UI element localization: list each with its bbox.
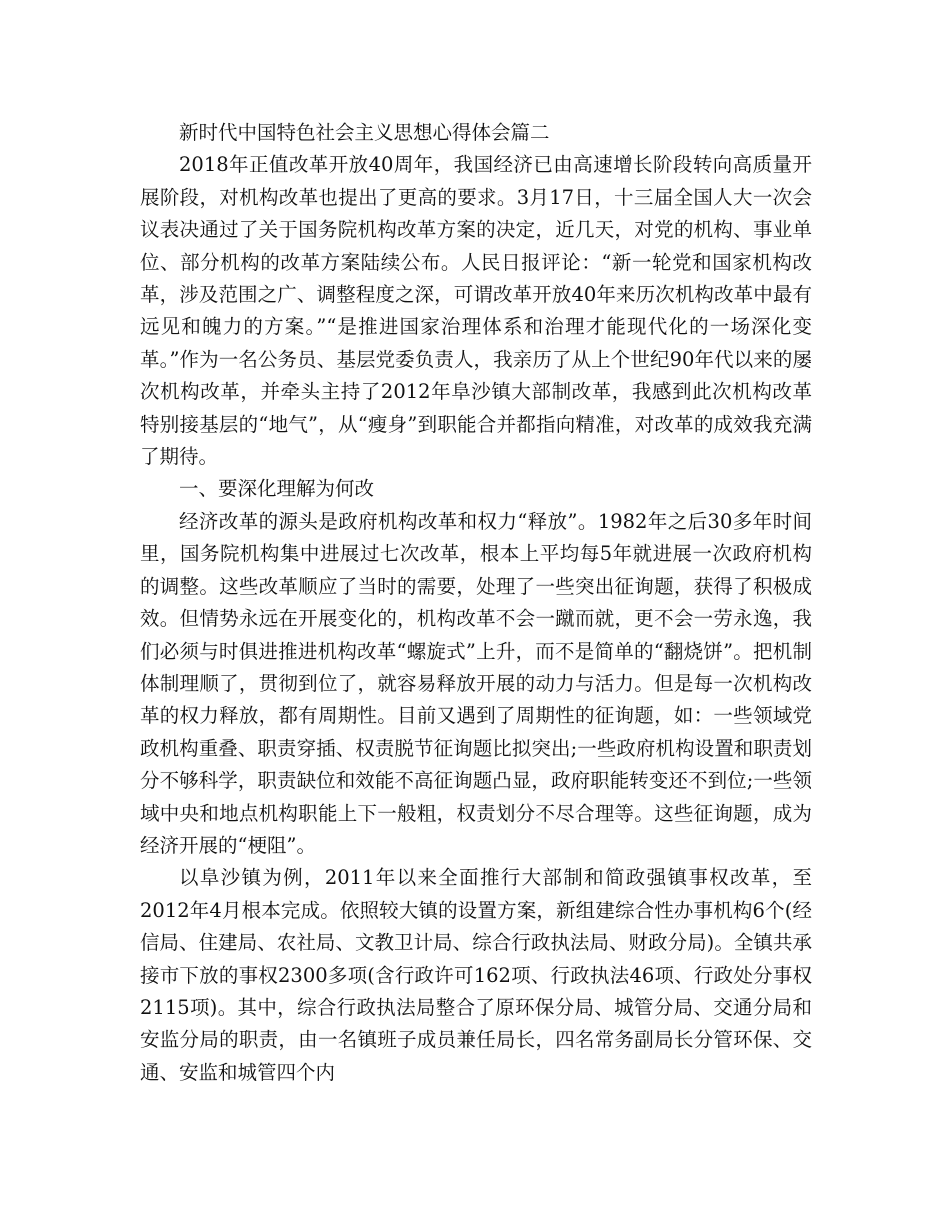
paragraph-section-2: 以阜沙镇为例，2011年以来全面推行大部制和简政强镇事权改革，至2012年4月根本完成。依照较大镇的设置方案，新组建综合性办事机构6个(经信局、住建局、农社局、文教卫计局、综合行政执法局、财政分局)。全镇共承接市下放的事权2300多项(含行政许可162项、行政执法46项、行政处分事权2115项)。其中，综合行政执法局整合了原环保分局、城管分局、交通分局和安监分局的职责，由一名镇班子成员兼任局长，四名常务副局长分管环保、交通、安监和城管四个内 [140, 866, 812, 1084]
paragraph-section-1: 经济改革的源头是政府机构改革和权力“释放”。1982年之后30多年时间里，国务院机构集中进展过七次改革，根本上平均每5年就进展一次政府机构的调整。这些改革顺应了当时的需要，处理了一些突出征询题，获得了积极成效。但情势永远在开展变化的，机构改革不会一蹴而就，更不会一劳永逸，我们必须与时俱进推进机构改革“螺旋式”上升，而不是简单的“翻烧饼”。把机制体制理顺了，贯彻到位了，就容易释放开展的动力与活力。但是每一次机构改革的权力释放，都有周期性。目前又遇到了周期性的征询题，如：一些领域党政机构重叠、职责穿插、权责脱节征询题比拟突出;一些政府机构设置和职责划分不够科学，职责缺位和效能不高征询题凸显，政府职能转变还不到位;一些领域中央和地点机构职能上下一般粗，权责划分不尽合理等。这些征询题，成为经济开展的“梗阻”。 [140, 509, 812, 857]
document-body [140, 117, 812, 1089]
paragraph-intro: 2018年正值改革开放40周年，我国经济已由高速增长阶段转向高质量开展阶段，对机构改革也提出了更高的要求。3月17日，十三届全国人大一次会议表决通过了关于国务院机构改革方案的决定，近几天，对党的机构、事业单位、部分机构的改革方案陆续公布。人民日报评论：“新一轮党和国家机构改革，涉及范围之广、调整程度之深，可谓改革开放40年来历次机构改革中最有远见和魄力的方案。”“是推进国家治理体系和治理才能现代化的一场深化变革。”作为一名公务员、基层党委负责人，我亲历了从上个世纪90年代以来的屡次机构改革，并牵头主持了2012年阜沙镇大部制改革，我感到此次机构改革特别接基层的“地气”，从“瘦身”到职能合并都指向精准，对改革的成效我充满了期待。 [140, 153, 812, 469]
document-title: 新时代中国特色社会主义思想心得体会篇二 [179, 121, 550, 144]
section-heading: 一、要深化理解为何改 [179, 477, 375, 501]
